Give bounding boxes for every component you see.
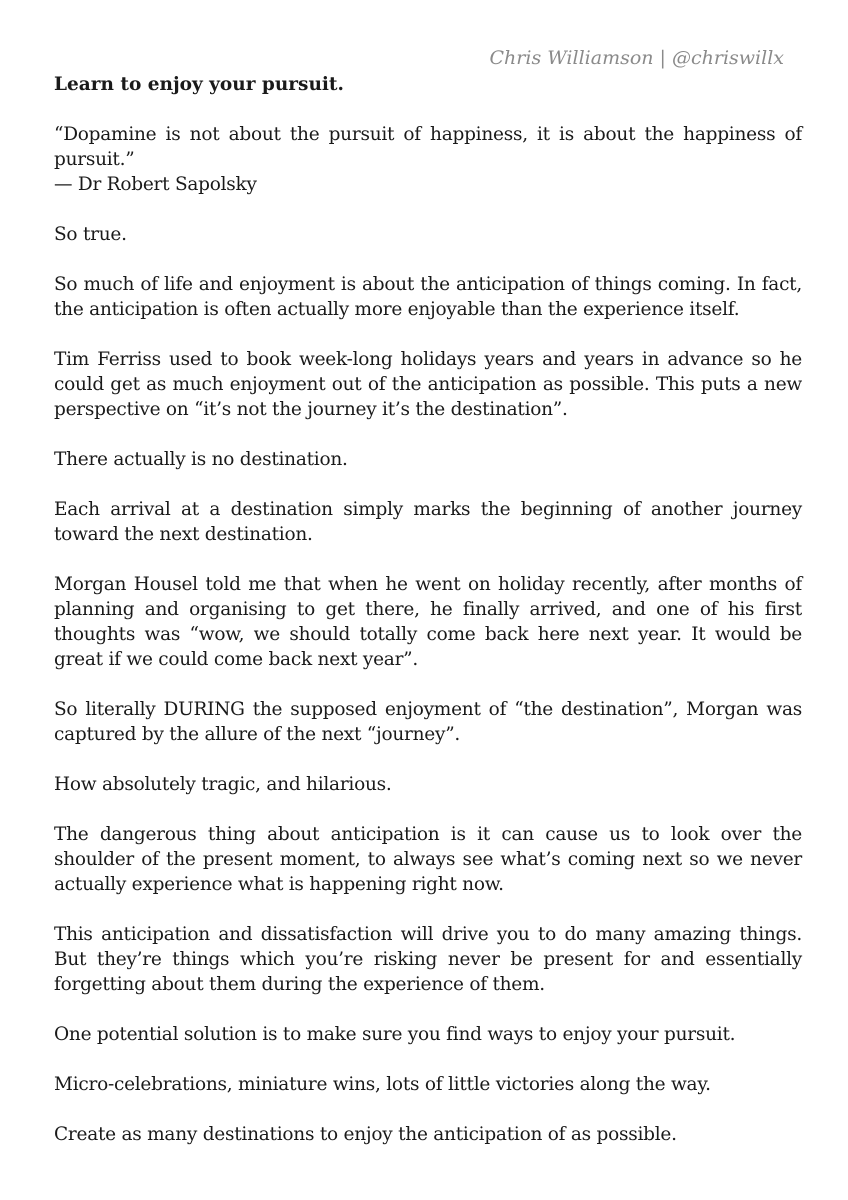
paragraph: Create as many destinations to enjoy the anticipation of as possible. xyxy=(54,1124,677,1145)
article-body xyxy=(54,72,802,1172)
paragraph: One potential solution is to make sure you find ways to enjoy your pursuit. xyxy=(54,1024,736,1045)
paragraph: Micro-celebrations, miniature wins, lots of little victories along the way. xyxy=(54,1074,711,1095)
paragraph: Each arrival at a destination simply marks the beginning of another journey toward the next destination. xyxy=(54,499,802,545)
paragraph: Morgan Housel told me that when he went on holiday recently, after months of planning and organising to get there, he finally arrived, and one of his first thoughts was “wow, we should totally come back here next year. It would be great if we could come back next year”. xyxy=(54,574,802,670)
paragraph: So much of life and enjoyment is about the anticipation of things coming. In fact, the anticipation is often actually more enjoyable than the experience itself. xyxy=(54,274,802,320)
paragraph: The dangerous thing about anticipation is it can cause us to look over the shoulder of the present moment, to always see what’s coming next so we never actually experience what is happening right now. xyxy=(54,824,802,895)
article-title: Learn to enjoy your pursuit. xyxy=(54,74,344,95)
paragraph: So true. xyxy=(54,224,127,245)
paragraph: Tim Ferriss used to book week-long holidays years and years in advance so he could get as much enjoyment out of the anticipation as possible. This puts a new perspective on “it’s not the journey it’s the destination”. xyxy=(54,349,802,420)
author-byline: Chris Williamson | @chriswillx xyxy=(489,47,784,69)
quote-block xyxy=(54,122,802,197)
paragraph: How absolutely tragic, and hilarious. xyxy=(54,774,392,795)
quote-attribution: — Dr Robert Sapolsky xyxy=(54,174,257,195)
paragraph: This anticipation and dissatisfaction will drive you to do many amazing things. But they’re things which you’re risking never be present for and essentially forgetting about them during the experience of them. xyxy=(54,924,802,995)
paragraph: There actually is no destination. xyxy=(54,449,348,470)
paragraph: So literally DURING the supposed enjoyment of “the destination”, Morgan was captured by the allure of the next “journey”. xyxy=(54,699,802,745)
quote-text: “Dopamine is not about the pursuit of happiness, it is about the happiness of pursuit.” xyxy=(54,124,802,170)
